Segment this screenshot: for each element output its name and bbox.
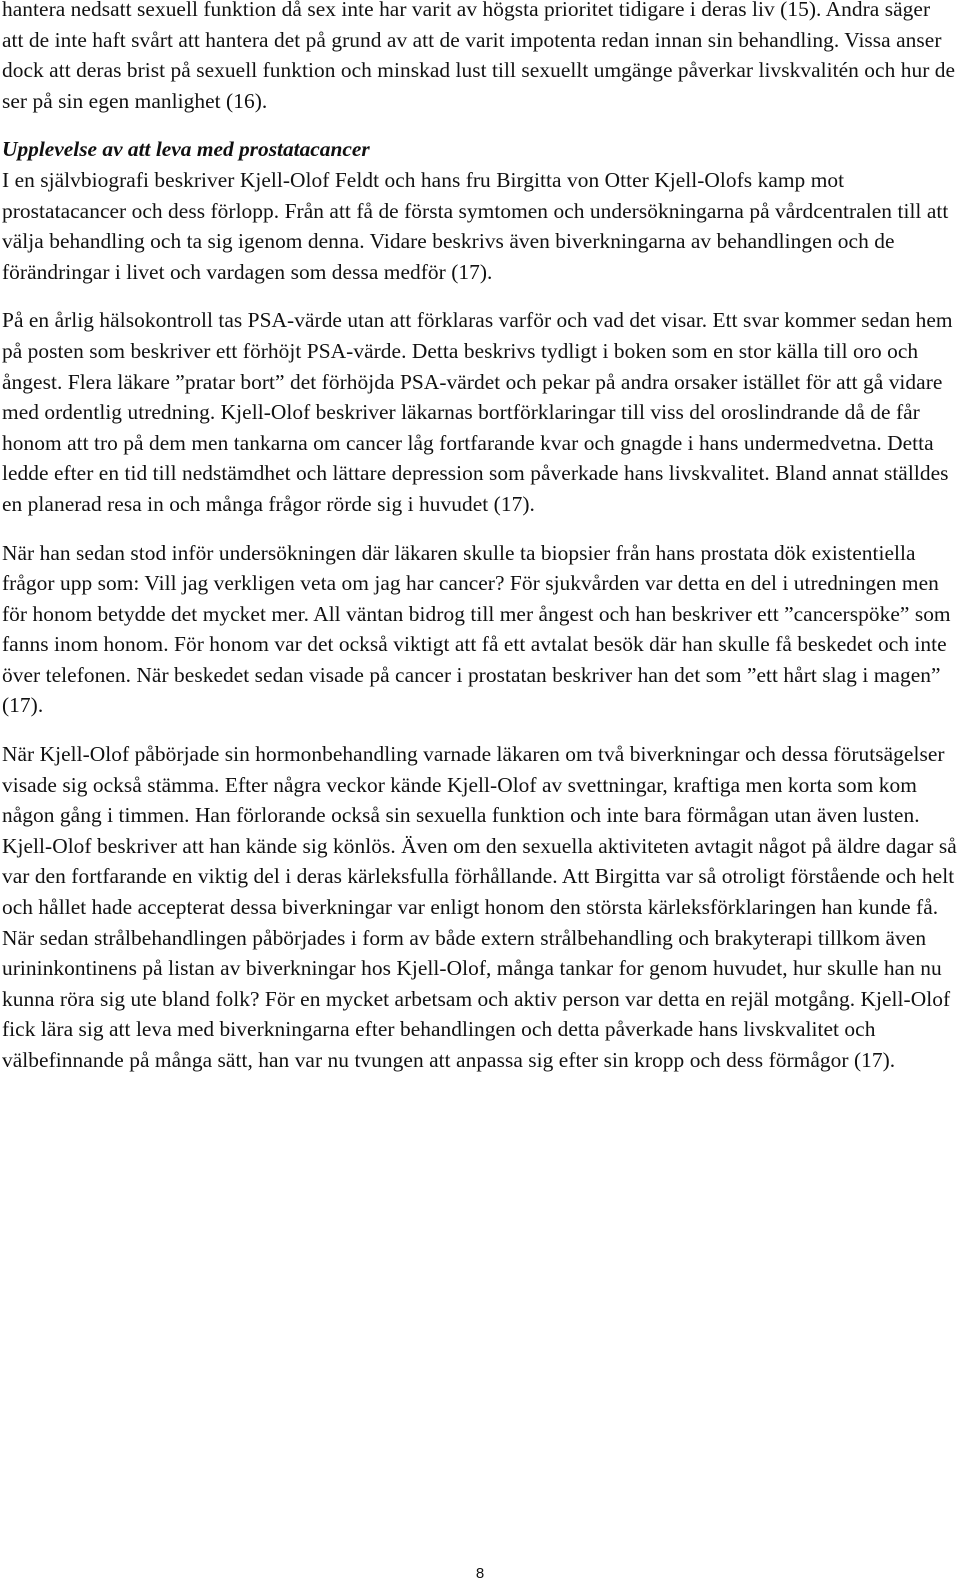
paragraph-treatment: När Kjell-Olof påbörjade sin hormonbehandling varnade läkaren om två biverkningar och dessa förutsägelser visade sig också stämma. Efter några veckor kände Kjell-Olof av svettningar, kraftiga men korta som kom någon gång i timmen. Han förlorande också sin sexuella funktion och inte bara förmågan utan även lusten. Kjell-Olof beskriver att han kände sig könlös. Även om den sexuella aktiviteten avtagit något på äldre dagar så var den fortfarande en viktig del i deras kärleksfulla förhållande. Att Birgitta var så otroligt förstående och helt och hållet hade accepterat dessa biverkningar var enligt honom den största kärleksförklaringen han kunde få. När sedan strålbehandlingen påbörjades i form av både extern strålbehandling och brakyterapi tillkom även urininkontinens på listan av biverkningar hos Kjell-Olof, många tankar for genom huvudet, hur skulle han nu kunna röra sig ute bland folk? För en mycket arbetsam och aktiv person var detta en rejäl motgång. Kjell-Olof fick lära sig att leva med biverkningarna efter behandlingen och detta påverkade hans livskvalitet och välbefinnande på många sätt, han var nu tvungen att anpassa sig efter sin kropp och dess förmågor (17). <box>2 742 957 1072</box>
paragraph-psa-test: På en årlig hälsokontroll tas PSA-värde utan att förklaras varför och vad det visar. Ett svar kommer sedan hem på posten som beskriver ett förhöjt PSA-värde. Detta beskrivs tydligt i boken som en stor källa till oro och ångest. Flera läkare ”pratar bort” det förhöjda PSA-värdet och pekar på andra orsaker istället för att gå vidare med ordentlig utredning. Kjell-Olof beskriver läkarnas bortförklaringar till viss del oroslindrande då de får honom att tro på dem men tankarna om cancer låg fortfarande kvar och gnagde i hans undermedvetna. Detta ledde efter en tid till nedstämdhet och lättare depression som påverkade hans livskvalitet. Bland annat ställdes en planerad resa in och många frågor rörde sig i huvudet (17). <box>2 308 953 516</box>
page-number: 8 <box>475 1565 485 1582</box>
paragraph-biopsy: När han sedan stod inför undersökningen där läkaren skulle ta biopsier från hans prostata dök existentiella frågor upp som: Vill jag verkligen veta om jag har cancer? För sjukvården var detta en del i utredningen men för honom betydde det mycket mer. All väntan bidrog till mer ångest och han beskriver ett ”cancerspöke” som fanns inom honom. För honom var det också viktigt att få ett avtalat besök där han skulle få beskedet och inte över telefonen. När beskedet sedan visade på cancer i prostatan beskriver han det som ”ett hårt slag i magen” (17). <box>2 540 951 718</box>
section-heading: Upplevelse av att leva med prostatacancer <box>2 137 370 162</box>
section-experience <box>2 134 960 287</box>
paragraph-intro: hantera nedsatt sexuell funktion då sex inte har varit av högsta prioritet tidigare i deras liv (15). Andra säger att de inte haft svårt att hantera det på grund av att de varit impotenta redan innan sin behandling. Vissa anser dock att deras brist på sexuell funktion och minskad lust till sexuellt umgänge påverkar livskvalitén och hur de ser på sin egen manlighet (16). <box>2 0 956 113</box>
paragraph-autobiography: I en självbiografi beskriver Kjell-Olof Feldt och hans fru Birgitta von Otter Kjell-Olofs kamp mot prostatacancer och dess förlopp. Från att få de första symtomen och undersökningarna på vårdcentralen till att välja behandling och ta sig igenom denna. Vidare beskrivs även biverkningarna av behandlingen och de förändringar i livet och vardagen som dessa medför (17). <box>2 167 949 284</box>
